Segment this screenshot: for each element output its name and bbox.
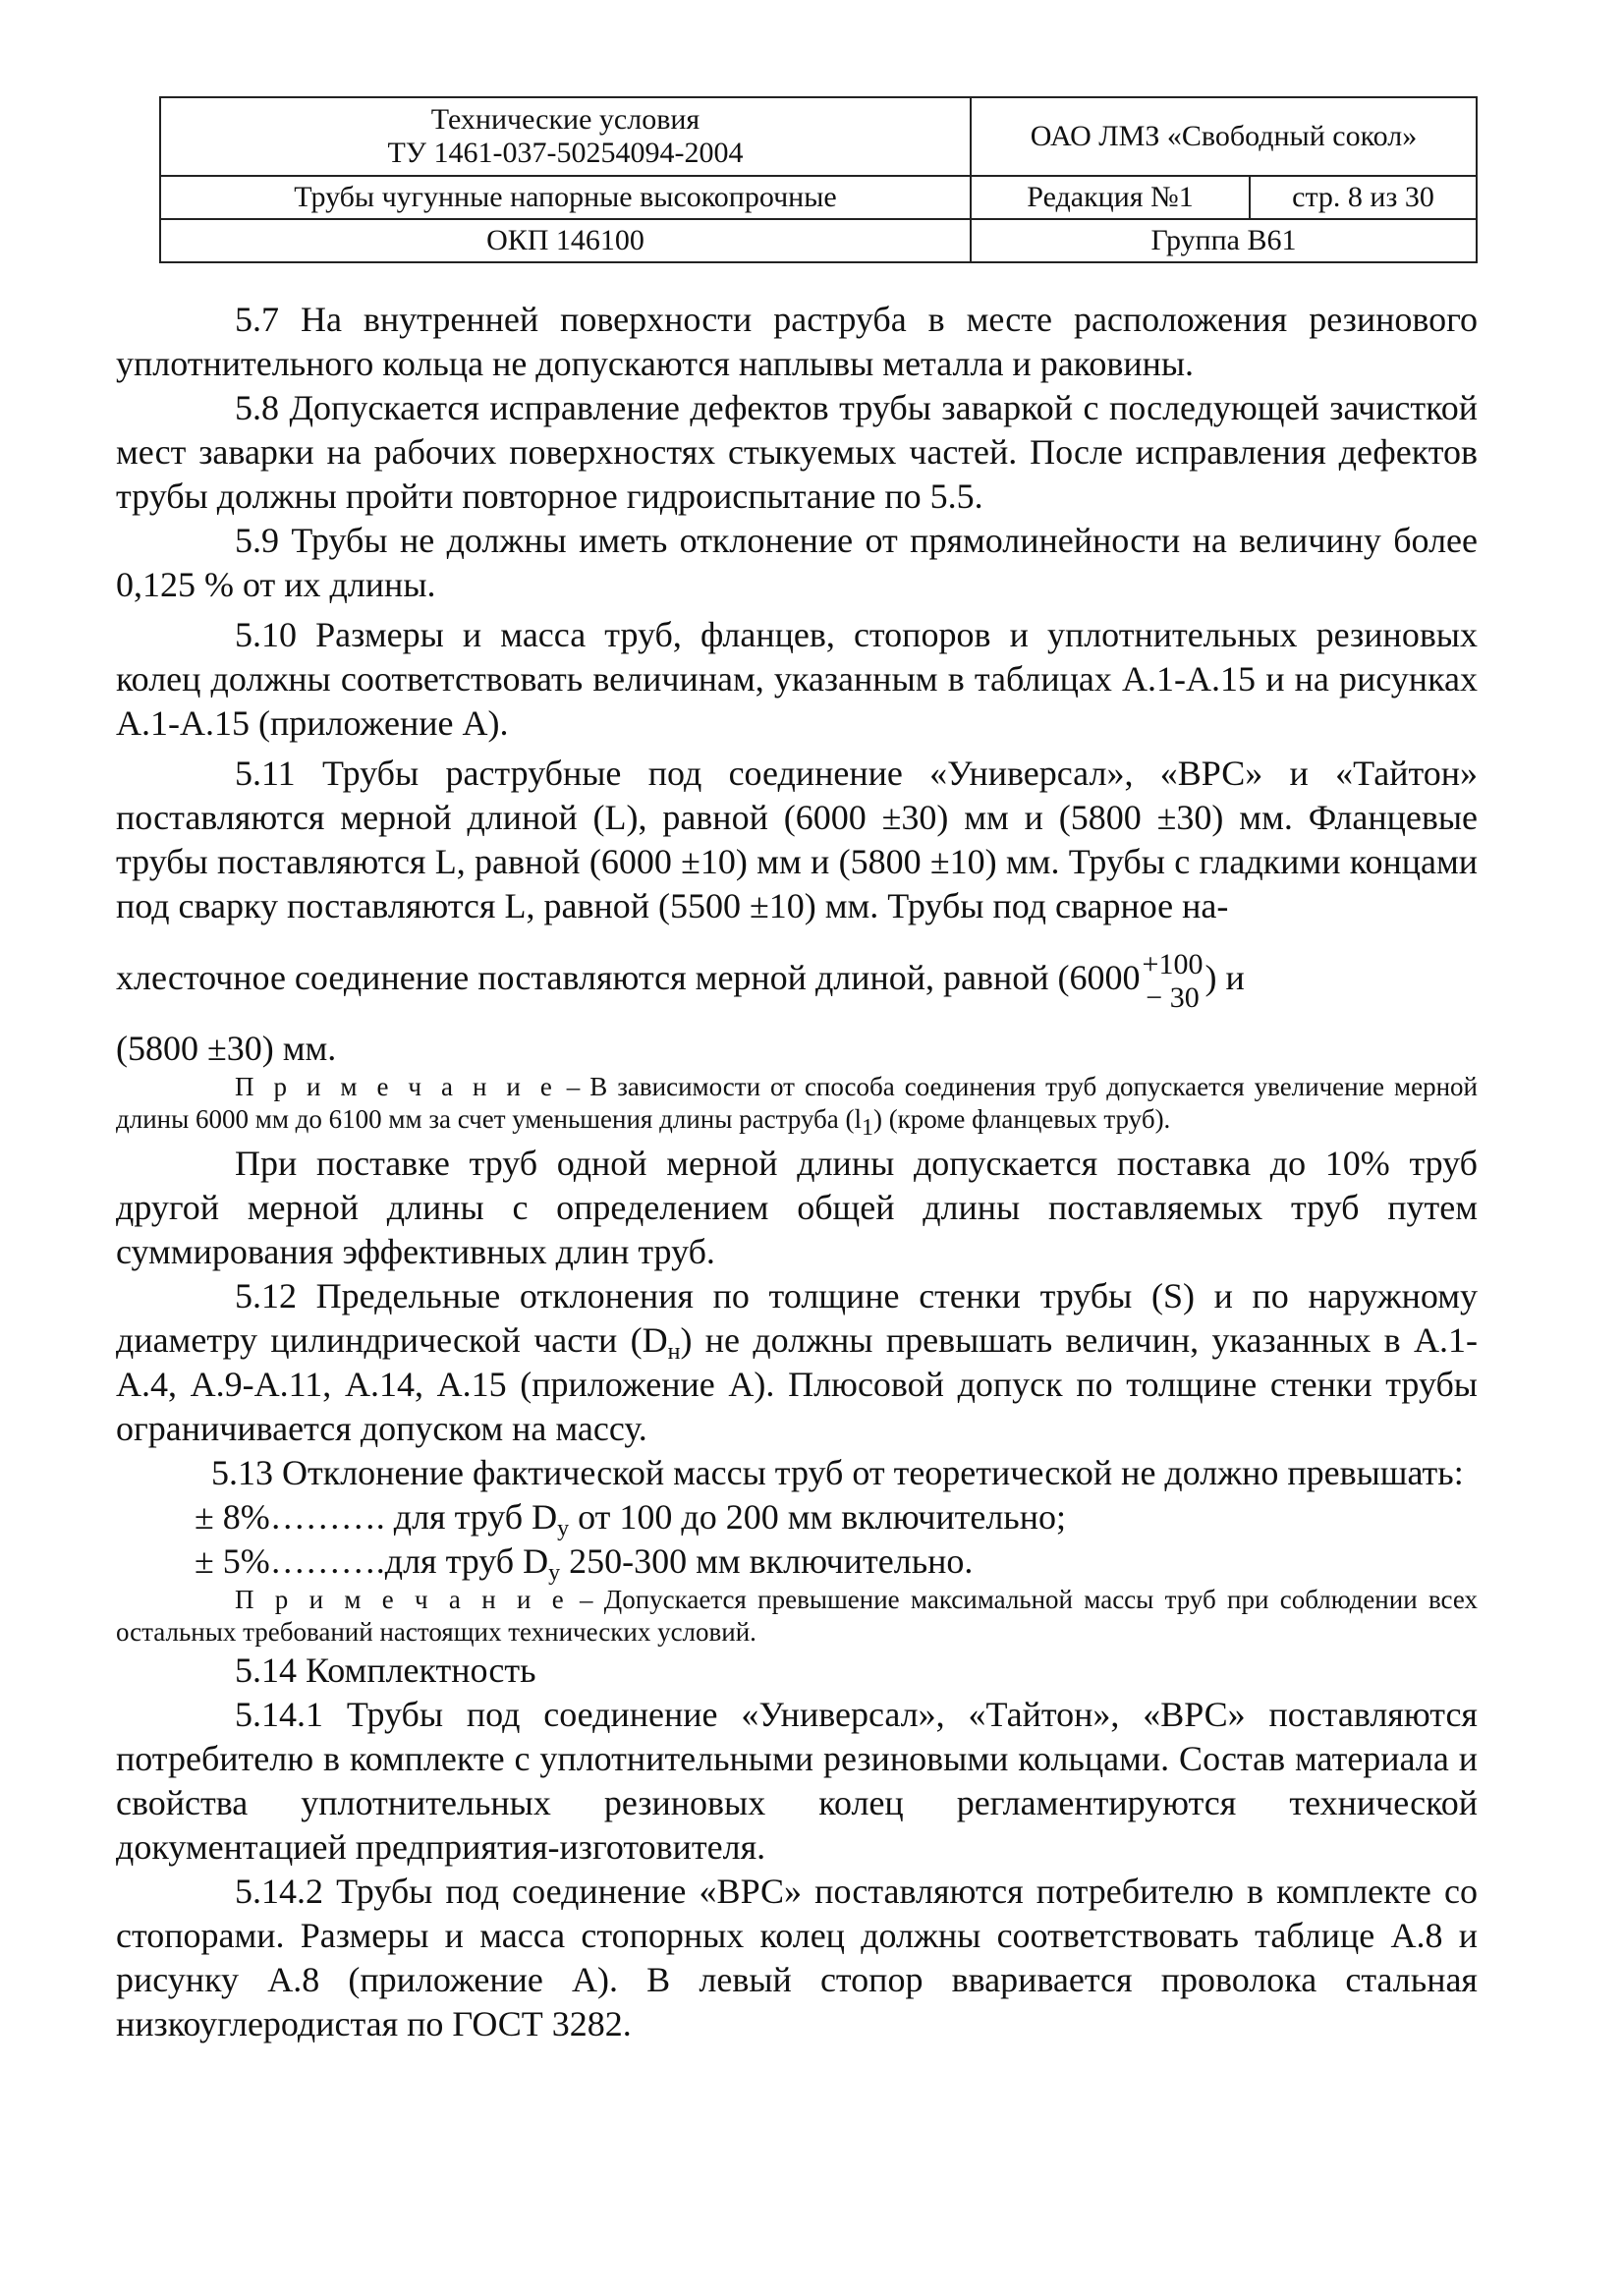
tolerance-item-1-subscript: у [557,1516,570,1541]
paragraph-5-14-1: 5.14.1 Трубы под соединение «Универсал», «Тайтон», «ВРС» поставляются потребителю в комплекте с уплотнительными резиновыми кольцами. Состав материала и свойства уплотнительных резиновых колец регламентируются технической документацией предприятия-изготовителя. [116,1695,1478,1867]
paragraph-5-7: 5.7 На внутренней поверхности раструба в месте расположения резинового уплотнительного кольца не допускаются наплывы металла и раковины. [116,300,1478,383]
header-doc-code: ТУ 1461-037-50254094-2004 [387,137,744,169]
header-table [159,96,1478,263]
header-product: Трубы чугунные напорные высокопрочные [160,176,971,219]
note-1-text-end: ) (кроме фланцевых труб). [872,1104,1171,1134]
tolerance-item-2 [116,1539,1478,1584]
paragraph-5-13: 5.13 Отклонение фактической массы труб от теоретической не должно превышать: [211,1453,1464,1492]
tolerance-item-1-text: ± 8%………. для труб D [195,1497,558,1537]
paragraph-5-10: 5.10 Размеры и масса труб, фланцев, стопоров и уплотнительных резиновых колец должны соответствовать величинам, указанным в таблицах А.1-А.15 и на рисунках А.1-А.15 (приложение А). [116,615,1478,743]
paragraph-5-11-b: При поставке труб одной мерной длины допускается поставка до 10% труб другой мерной длины с определением общей длины поставляемых труб путем суммирования эффективных длин труб. [116,1144,1478,1271]
header-okp: ОКП 146100 [160,219,971,262]
paragraph-5-11-tolerance-line [116,928,1478,1027]
tolerance-line-end: ) и [1204,958,1245,997]
tolerance-item-2-subscript: у [548,1560,561,1586]
paragraph-5-12-subscript: н [667,1339,681,1365]
note-2 [116,1584,1478,1649]
paragraph-5-14: 5.14 Комплектность [235,1651,536,1690]
paragraph-5-12 [116,1274,1478,1451]
tolerance-item-2-text: ± 5%……….для труб D [195,1541,549,1581]
paragraph-5-12-text-end: ) не должны превышать величин, указанных в А.1-А.4, А.9-А.11, А.14, А.15 (приложение А). Плюсовой допуск по толщине стенки трубы ограничивается допуском на массу. [116,1320,1479,1448]
note-1-text: – В зависимости от способа соединения труб допускается увеличение мерной длины 6000 мм до 6100 мм за счет уменьшения длины раструба (l [116,1072,1478,1134]
tolerance-item-1-text-end: от 100 до 200 мм включительно; [569,1497,1066,1537]
tolerance-item-1 [116,1495,1478,1539]
header-page-number: стр. 8 из 30 [1250,176,1477,219]
tolerance-item-2-text-end: 250-300 мм включительно. [560,1541,974,1581]
note-1 [116,1071,1478,1141]
paragraph-5-9: 5.9 Трубы не должны иметь отклонение от прямолинейности на величину более 0,125 % от их длины. [116,521,1478,604]
note-2-text: – Допускается превышение максимальной массы труб при соблюдении всех остальных требований настоящих технических условий. [116,1585,1478,1647]
header-edition: Редакция №1 [971,176,1250,219]
tolerance-line-text: хлесточное соединение поставляются мерной длиной, равной (6000 [116,958,1141,997]
paragraph-5-8: 5.8 Допускается исправление дефектов трубы заваркой с последующей зачисткой мест заварки на рабочих поверхностях стыкуемых частей. После исправления дефектов трубы должны пройти повторное гидроиспытание по 5.5. [116,388,1478,516]
header-doc-type: Технические условия [430,103,700,137]
paragraph-5-14-2: 5.14.2 Трубы под соединение «ВРС» поставляются потребителю в комплекте со стопорами. Размеры и масса стопорных колец должны соответствовать таблице А.8 и рисунку А.8 (приложение А). В левый стопор вваривается проволока стальная низкоуглеродистая по ГОСТ 3282. [116,1872,1478,2043]
note-2-label: П р и м е ч а н и е [235,1585,569,1614]
tolerance-upper: +100 [1142,947,1204,980]
paragraph-5-11-end: (5800 ±30) мм. [116,1029,337,1068]
paragraph-5-12-text: 5.12 Предельные отклонения по толщине стенки трубы (S) и по наружному диаметру цилиндрической части (D [116,1276,1478,1360]
note-1-label: П р и м е ч а н и е [235,1072,557,1101]
note-1-subscript: 1 [861,1115,873,1141]
header-group: Группа В61 [971,219,1477,262]
header-company: ОАО ЛМЗ «Свободный сокол» [971,97,1477,176]
paragraph-5-11: 5.11 Трубы раструбные под соединение «Универсал», «ВРС» и «Тайтон» поставляются мерной длиной (L), равной (6000 ±30) мм и (5800 ±30) мм. Фланцевые трубы поставляются L, равной (6000 ±10) мм и (5800 ±10) мм. Трубы с гладкими концами под сварку поставляются L, равной (5500 ±10) мм. Трубы под сварное на- [116,754,1478,925]
header-doc-title-cell [160,97,971,176]
document-body [116,298,1478,2046]
tolerance-fraction [1143,948,1204,1015]
tolerance-lower: − 30 [1146,980,1200,1014]
